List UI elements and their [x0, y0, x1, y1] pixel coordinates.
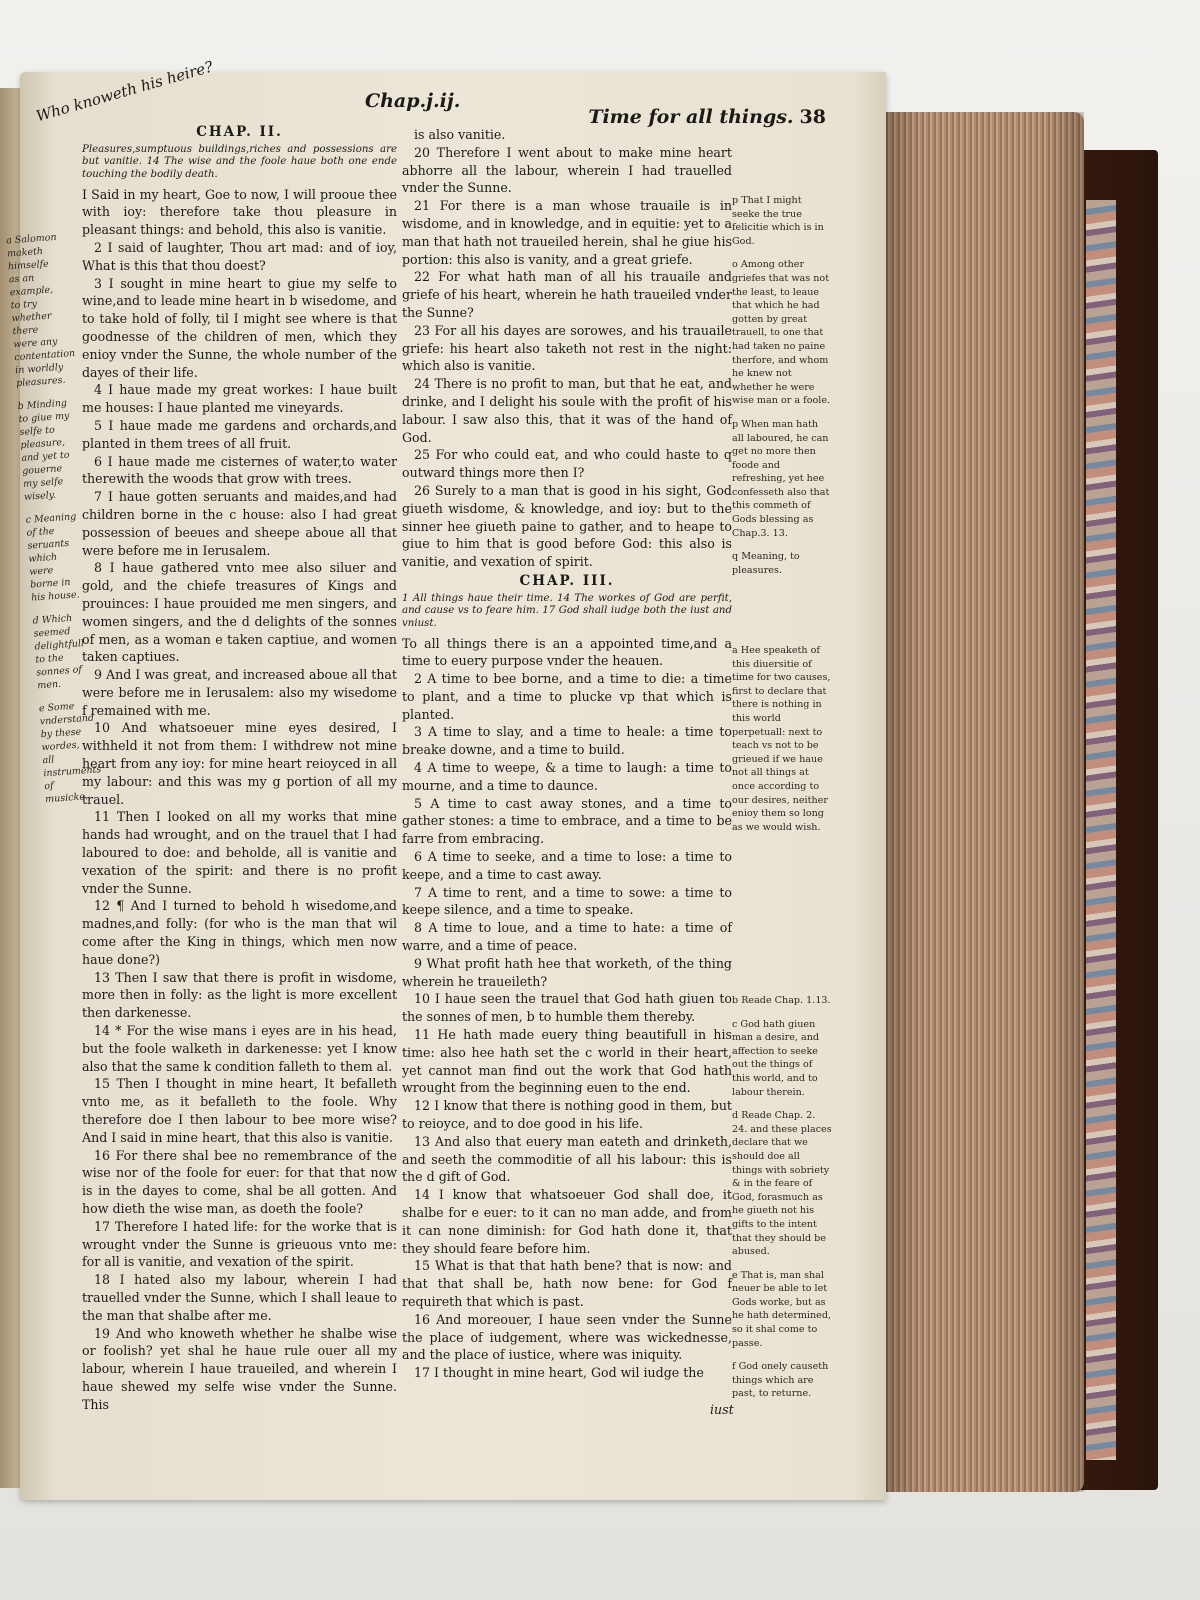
verse: 19 And who knoweth whether he shalbe wise or foolish? yet shal he haue rule ouer all my labour, wherein I haue traueiled, and wherein I haue shewed my selfe wise vnder the Sunne. This — [82, 1325, 397, 1412]
verse: 25 For who could eat, and who could haste to q outward things more then I? — [402, 447, 732, 481]
verse: 13 And also that euery man eateth and drinketh, and seeth the commoditie of all his labour: this is the d gift of God. — [402, 1133, 732, 1185]
margin-note: b Reade Chap. 1.13. — [732, 995, 831, 1006]
verse: 11 He hath made euery thing beautifull in his time: also hee hath set the c world in their heart, yet cannot man find out the work that God hath wrought from the beginning euen to the end. — [402, 1027, 732, 1096]
running-head-title: Time for all things. — [588, 106, 794, 128]
chapter-2-summary: Pleasures,sumptuous buildings,riches and possessions are but vanitie. 14 The wise and the foole haue both one ende touching the bodily death. — [82, 143, 397, 180]
verse: 24 There is no profit to man, but that he eat, and drinke, and I delight his soule with the profit of his labour. I saw also this, that it was of the hand of God. — [402, 376, 732, 445]
verse: I Said in my heart, Goe to now, I will prooue thee with ioy: therefore take thou pleasure in pleasant things: and behold, this also is vanitie. — [82, 186, 397, 238]
verse: 10 I haue seen the trauel that God hath giuen to the sonnes of men, b to humble them thereby. — [402, 991, 732, 1025]
verse: 18 I hated also my labour, wherein I had trauelled vnder the Sunne, which I shall leaue to the man that shalbe after me. — [82, 1272, 397, 1323]
verse: 12 I know that there is nothing good in them, but to reioyce, and to doe good in his life. — [402, 1098, 732, 1132]
verse: 21 For there is a man whose trauaile is in wisdome, and in knowledge, and in equitie: yet to a man that hath not traueiled herein, shal he giue his portion: this also is vanity, and a great griefe. — [402, 198, 732, 267]
verse: 7 I haue gotten seruants and maides,and had children borne in the c house: also I had great possession of beeues and sheepe aboue all that were before me in Ierusalem. — [82, 489, 397, 558]
margin-note: a Hee speaketh of this diuersitie of time for two causes, first to declare that there is nothing in this world perpetuall: next to teach vs not to be grieued if we haue not all things at once according to our desires, neither enioy them so long as we would wish. — [732, 645, 831, 833]
verse: 11 Then I looked on all my works that mine hands had wrought, and on the trauel that I had laboured to doe: and beholde, all is vanitie and vexation of the spirit: and there is no profit vnder the Sunne. — [82, 809, 397, 896]
margin-note: q Meaning, to pleasures. — [732, 551, 800, 576]
verse: 9 What profit hath hee that worketh, of the thing wherein he traueileth? — [402, 955, 732, 989]
margin-note: f God onely causeth things which are past, to returne. — [732, 1361, 829, 1400]
verse: 8 A time to loue, and a time to hate: a time of warre, and a time of peace. — [402, 920, 732, 954]
verse: 26 Surely to a man that is good in his sight, God giueth wisdome, & knowledge, and ioy: but to the sinner hee giueth paine to gather, and to heape to giue to him that is good before God: this also is vanitie, and vexation of spirit. — [402, 482, 732, 570]
chapter-3-title: CHAP. III. — [519, 572, 615, 589]
verse: 14 * For the wise mans i eyes are in his head, but the foole walketh in darkenesse: yet I know also that the same k condition falleth to them al. — [82, 1023, 397, 1074]
margin-note: c God hath giuen man a desire, and affection to seeke out the things of this world, and to labour therein. — [732, 1018, 820, 1098]
verse: 5 A time to cast away stones, and a time to gather stones: a time to embrace, and a time to be farre from embracing. — [402, 795, 732, 847]
margin-note: c Meaning of the seruants which were borne in his house. — [25, 511, 80, 604]
chapter-2-verses — [82, 186, 397, 1414]
verse: 3 A time to slay, and a time to heale: a time to breake downe, and a time to build. — [402, 724, 732, 758]
right-margin-notes-3 — [732, 994, 832, 1411]
margin-note: o Among other griefes that was not the least, to leaue that which he had gotten by great trauell, to one that had taken no paine therfore, and whom he knew not whether he were wise man or a foole. — [732, 259, 831, 407]
margin-note: e Some vnderstand by these wordes, all instruments of musicke. — [38, 700, 102, 806]
chapter-2-title: CHAP. II. — [196, 124, 283, 140]
verse: To all things there is an a appointed time,and a time to euery purpose vnder the heauen. — [402, 635, 732, 669]
page-edge-shading — [884, 112, 1084, 1492]
margin-note: p That I might seeke the true felicitie which is in God. — [732, 195, 824, 247]
margin-note: p When man hath all laboured, he can get no more then foode and refreshing, yet hee confesseth also that this commeth of Gods blessing as Chap.3. 13. — [732, 418, 830, 539]
page-number: 38 — [799, 106, 826, 128]
verse: 6 I haue made me cisternes of water,to water therewith the woods that grow with trees. — [82, 453, 397, 487]
verse: 2 A time to bee borne, and a time to die: a time to plant, and a time to plucke vp that which is planted. — [402, 671, 732, 722]
verse: 12 ¶ And I turned to behold h wisedome,and madnes,and folly: (for who is the man that wil come after the King in things, which men now haue done?) — [82, 898, 397, 967]
verse: 4 I haue made my great workes: I haue built me houses: I haue planted me vineyards. — [82, 382, 397, 416]
chapter-2-verses-continued — [402, 126, 732, 571]
verse: 7 A time to rent, and a time to sowe: a time to keepe silence, and a time to speake. — [402, 884, 732, 918]
verse: 17 Therefore I hated life: for the worke that is wrought vnder the Sunne is grieuous vnto me: for all is vanitie, and vexation of the spirit. — [82, 1218, 397, 1270]
margin-note: b Minding to giue my selfe to pleasure, and yet to gouerne my selfe wisely. — [17, 397, 70, 503]
right-margin-notes — [732, 194, 832, 587]
catchword: iust — [710, 1402, 734, 1417]
margin-note: d Which seemed delightfull to the sonnes of men. — [32, 612, 85, 692]
verse: 2 I said of laughter, Thou art mad: and of ioy, What is this that thou doest? — [82, 239, 397, 273]
running-head — [20, 57, 886, 128]
middle-column — [402, 126, 732, 1382]
running-head-left: Who knoweth his heire? — [34, 57, 216, 126]
verse: 8 I haue gathered vnto mee also siluer and gold, and the chiefe treasures of Kings and prouinces: I haue prouided me men singers, and women singers, and the d delights of the sonnes of men, as a woman e taken captiue, and women taken captiues. — [82, 560, 397, 665]
verse: 10 And whatsoeuer mine eyes desired, I withheld it not from them: I withdrew not mine heart from any ioy: for mine heart reioyced in all my labour: and this was my g portion of all my trauel. — [82, 720, 397, 807]
marbled-page-edge — [1086, 200, 1116, 1460]
running-head-center: Chap.j.ij. — [365, 90, 461, 112]
verse: is also vanitie. — [414, 127, 506, 142]
verse: 6 A time to seeke, and a time to lose: a time to keepe, and a time to cast away. — [402, 849, 732, 882]
right-margin-notes-2 — [732, 644, 832, 844]
verse: 14 I know that whatsoeuer God shall doe, it shalbe for e euer: to it can no man adde, and from it can none diminish: for God hath done it, that they should feare before him. — [402, 1187, 732, 1256]
verse: 20 Therefore I went about to make mine heart abhorre all the labour, wherein I had trauelled vnder the Sunne. — [402, 144, 732, 196]
verse: 22 For what hath man of all his trauaile and griefe of his heart, wherein he hath traueiled vnder the Sunne? — [402, 269, 732, 320]
left-column — [82, 122, 397, 1414]
verse: 9 And I was great, and increased aboue all that were before me in Ierusalem: also my wisedome f remained with me. — [82, 667, 397, 718]
verse: 15 Then I thought in mine heart, It befalleth vnto me, as it befalleth to the foole. Why therefore doe I then labour to bee more wise? And I said in mine heart, that this also is vanitie. — [82, 1076, 397, 1145]
verse: 16 And moreouer, I haue seen vnder the Sunne the place of iudgement, where was wickednesse, and the place of iustice, where was iniquity. — [402, 1311, 732, 1363]
verse: 13 Then I saw that there is profit in wisdome, more then in folly: as the light is more excellent then darkenesse. — [82, 969, 397, 1021]
verse: 15 What is that that hath bene? that is now: and that that shall be, hath now bene: for God f requireth that which is past. — [402, 1258, 732, 1309]
chapter-3-verses — [402, 635, 732, 1382]
verse: 17 I thought in mine heart, God wil iudge the — [414, 1365, 704, 1381]
running-head-right — [588, 106, 826, 128]
margin-note: e That is, man shal neuer be able to let Gods worke, but as he hath determined, so it shal come to passe. — [732, 1269, 832, 1349]
margin-note: a Salomon maketh himselfe as an example, to try whether there were any contentation in worldly pleasures. — [5, 232, 76, 390]
bible-page — [5, 57, 886, 1500]
verse: 3 I sought in mine heart to giue my selfe to wine,and to leade mine heart in b wisedome, and to take hold of folly, til I might see where is that goodnesse of the children of men, which they enioy vnder the Sunne, the whole number of the dayes of their life. — [82, 275, 397, 380]
verse: 23 For all his dayes are sorowes, and his trauaile griefe: his heart also taketh not rest in the night: which also is vanitie. — [402, 322, 732, 374]
margin-note: d Reade Chap. 2. 24. and these places declare that we should doe all things with sobriety & in the feare of God, forasmuch as he giueth not his gifts to the intent that they should be abused. — [732, 1110, 832, 1258]
verse: 4 A time to weepe, & a time to laugh: a time to mourne, and a time to daunce. — [402, 760, 732, 793]
verse: 5 I haue made me gardens and orchards,and planted in them trees of all fruit. — [82, 417, 397, 451]
verse: 16 For there shal bee no remembrance of the wise nor of the foole for euer: for that that now is in the dayes to come, shal be all gotten. And how dieth the wise man, as doeth the foole? — [82, 1147, 397, 1216]
chapter-3-summary: 1 All things haue their time. 14 The workes of God are perfit, and cause vs to feare him. 17 God shall iudge both the iust and vniust. — [402, 592, 732, 629]
